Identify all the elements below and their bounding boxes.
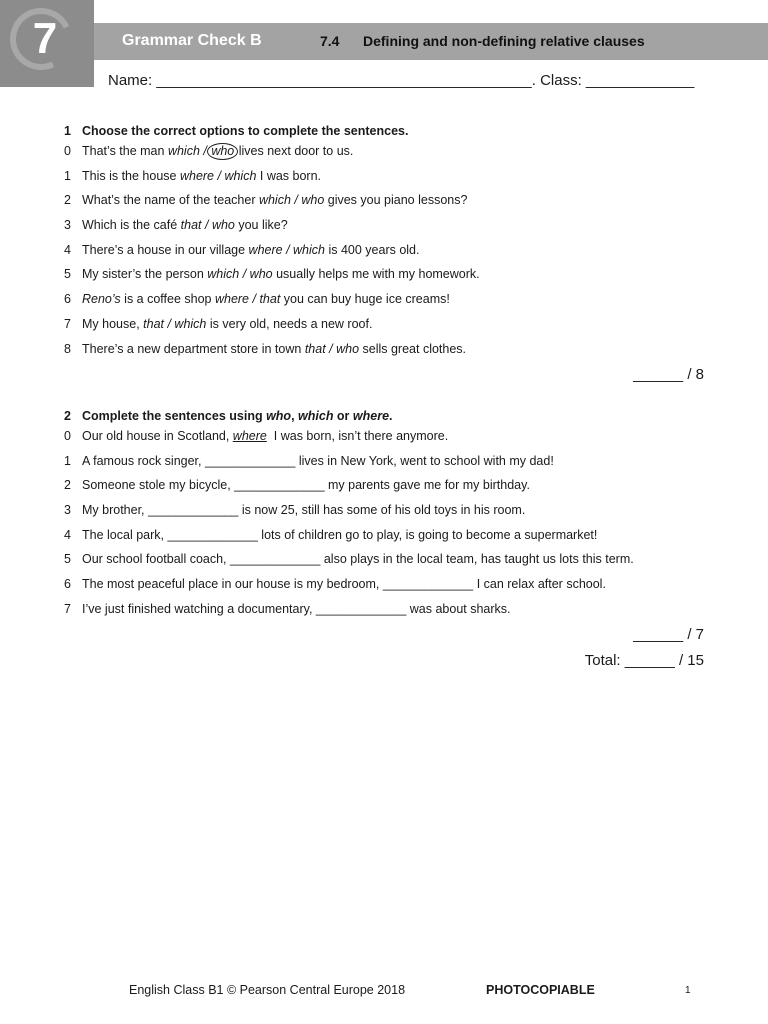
exercise-2-score: ______ / 7 (633, 626, 704, 643)
item-number: 1 (64, 168, 71, 183)
exercise-1-item (64, 190, 708, 215)
total-score: Total: ______ / 15 (584, 652, 704, 669)
option-word: that (180, 218, 202, 233)
item-number: 2 (64, 478, 71, 493)
item-number: 7 (64, 316, 71, 331)
exercise-number: 1 (64, 124, 71, 138)
option-word: which (224, 168, 257, 183)
option-word: where (352, 409, 390, 423)
sentence-text: This is the house (82, 168, 180, 183)
sentence-text: usually helps me with my homework. (272, 267, 480, 282)
sentence-text: What’s the name of the teacher (82, 193, 259, 208)
instruction-separator: or (333, 409, 353, 423)
sentence-text: you like? (234, 218, 288, 233)
instruction-separator: , (291, 409, 299, 423)
item-number: 1 (64, 453, 71, 468)
sentence-text: is a coffee shop (120, 292, 215, 307)
sentence-text: sells great clothes. (359, 341, 467, 356)
item-number: 5 (64, 552, 71, 567)
sentence-text: I’ve just finished watching a documentary, _____________ was about sharks. (82, 601, 511, 616)
example-row (64, 426, 708, 451)
exercise-1-item (64, 240, 708, 265)
exercise-1-item (64, 215, 708, 240)
sentence-text: My brother, _____________ is now 25, still has some of his old toys in his room. (82, 503, 526, 518)
option-word: who (266, 409, 292, 423)
option-separator: / (249, 292, 260, 307)
exercise-2 (64, 406, 708, 624)
item-number: 8 (64, 341, 71, 356)
sentence-text: That’s the man (82, 144, 168, 158)
item-number: 3 (64, 218, 71, 233)
exercise-1-item (64, 264, 708, 289)
option-word: who (207, 143, 238, 160)
exercise-number: 2 (64, 409, 71, 423)
sentence-text: you can buy huge ice creams! (280, 292, 450, 307)
sentence-text: My sister’s the person (82, 267, 208, 282)
exercise-1-item (64, 289, 708, 314)
sentence-text: There’s a new department store in town (82, 341, 305, 356)
check-title: Grammar Check B (122, 32, 262, 49)
option-word: where (248, 242, 283, 257)
topic-title: Defining and non-defining relative clauses (363, 33, 645, 49)
sentence-text: Reno’s (82, 292, 121, 307)
sentence-text: The local park, _____________ lots of children go to play, is going to become a supermarket! (82, 527, 598, 542)
instruction-text: Choose the correct options to complete the sentences. (82, 124, 409, 138)
item-number: 4 (64, 527, 71, 542)
item-number: 0 (64, 429, 71, 443)
unit-number: 7 (32, 14, 58, 63)
sentence-text: is 400 years old. (324, 242, 420, 257)
item-number: 3 (64, 503, 71, 518)
sentence-text: is very old, needs a new roof. (206, 316, 373, 331)
exercise-2-item (64, 475, 708, 500)
item-number: 2 (64, 193, 71, 208)
exercise-2-item (64, 549, 708, 574)
exercise-1-instruction (64, 121, 708, 141)
option-word: which (258, 193, 291, 208)
option-separator: / (282, 242, 294, 257)
sentence-text: There’s a house in our village (82, 242, 249, 257)
item-number: 0 (64, 144, 71, 158)
exercise-2-item (64, 525, 708, 550)
option-word: which (293, 242, 325, 257)
exercise-1 (64, 121, 708, 363)
photocopiable-label: PHOTOCOPIABLE (486, 983, 595, 997)
exercise-1-score: ______ / 8 (633, 366, 704, 383)
option-word: which (174, 316, 207, 331)
exercise-2-item (64, 574, 708, 599)
instruction-text: . (389, 409, 393, 423)
exercise-1-item (64, 166, 708, 191)
sentence-text: Our school football coach, _____________ also plays in the local team, has taught us lots this term. (82, 552, 634, 567)
copyright-text: English Class B1 © Pearson Central Europe 2018 (129, 983, 406, 997)
sentence-text: gives you piano lessons? (324, 193, 468, 208)
option-separator: / (290, 193, 302, 208)
exercise-2-item (64, 599, 708, 624)
option-separator: / (201, 218, 212, 233)
sentence-text: Our old house in Scotland, (82, 429, 233, 443)
option-word: which (167, 144, 200, 158)
page-number: 1 (685, 985, 691, 996)
option-separator: / (164, 316, 175, 331)
option-word: which (298, 409, 334, 423)
unit-badge (0, 0, 94, 87)
item-number: 4 (64, 242, 71, 257)
option-word: who (211, 218, 235, 233)
option-word: that (259, 292, 281, 307)
title-bar (94, 23, 768, 60)
option-separator: / (239, 267, 250, 282)
exercise-1-item (64, 314, 708, 339)
option-separator: / (325, 341, 337, 356)
sentence-text: Someone stole my bicycle, _____________ my parents gave me for my birthday. (82, 478, 530, 493)
item-number: 7 (64, 601, 71, 616)
sentence-text: lives next door to us. (235, 144, 354, 158)
example-answer: where (232, 429, 267, 443)
option-word: where (179, 168, 215, 183)
option-word: that (304, 341, 326, 356)
option-word: who (336, 341, 360, 356)
sentence-text: I was born, isn’t there anymore. (266, 429, 449, 443)
section-number: 7.4 (320, 33, 340, 49)
sentence-text: Which is the café (82, 218, 181, 233)
item-number: 6 (64, 292, 71, 307)
exercise-1-item (64, 339, 708, 364)
sentence-text: A famous rock singer, _____________ lives in New York, went to school with my dad! (82, 453, 554, 468)
exercise-2-item (64, 500, 708, 525)
sentence-text: I was born. (256, 168, 322, 183)
exercise-1-item (64, 141, 708, 166)
option-separator: / (199, 144, 211, 158)
sentence-text: The most peaceful place in our house is my bedroom, _____________ I can relax after school. (82, 577, 606, 592)
option-word: which (207, 267, 240, 282)
option-word: who (249, 267, 273, 282)
exercise-2-instruction (64, 406, 708, 426)
exercise-2-item (64, 451, 708, 476)
option-word: where (214, 292, 250, 307)
option-word: that (143, 316, 164, 331)
option-word: who (301, 193, 325, 208)
option-separator: / (214, 168, 225, 183)
item-number: 5 (64, 267, 71, 282)
item-number: 6 (64, 577, 71, 592)
sentence-text: My house, (82, 316, 144, 331)
instruction-text: Complete the sentences using (82, 409, 267, 423)
name-class-line: Name: _____________________________________________. Class: _____________ (108, 72, 695, 89)
